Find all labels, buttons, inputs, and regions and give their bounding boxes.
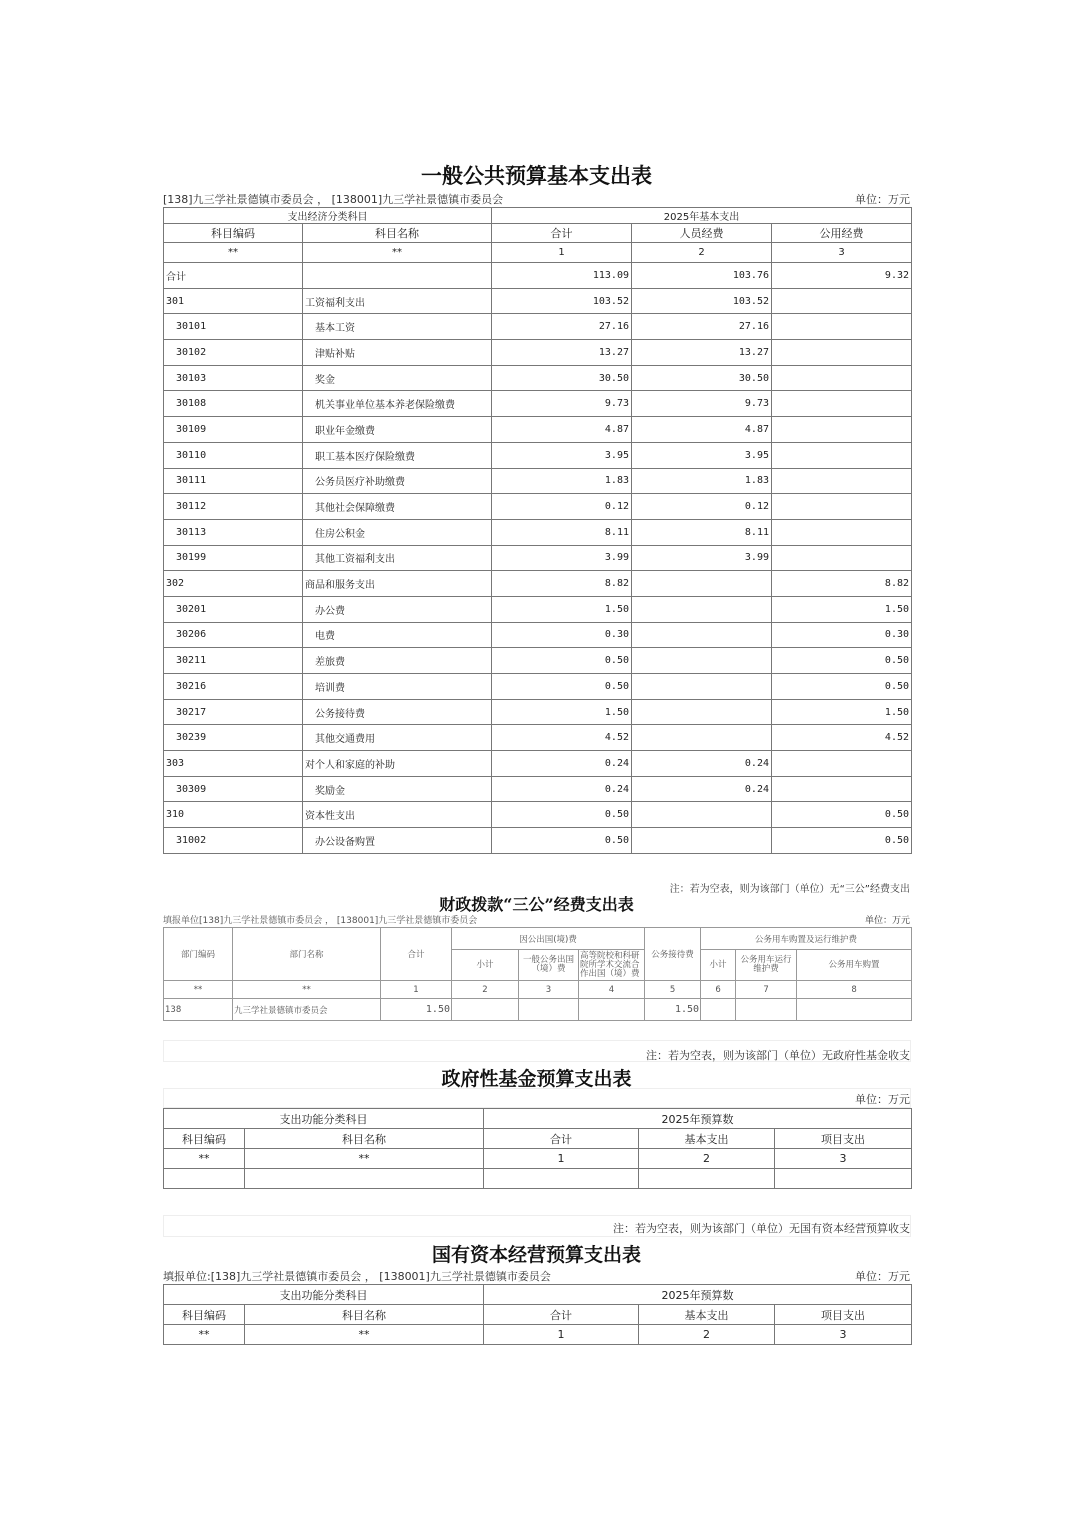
table3-index-row (164, 1149, 912, 1169)
col-header-name: 科目名称 (245, 1305, 484, 1325)
index-cell: ** (303, 243, 492, 263)
empty-cell (164, 1169, 245, 1189)
col-header-code: 科目编码 (164, 1129, 245, 1149)
total-cell: 0.50 (492, 828, 632, 854)
account-name-cell: 资本性支出 (303, 802, 492, 828)
personnel-cell (632, 648, 772, 674)
index-cell: 6 (701, 981, 736, 999)
personnel-cell: 30.50 (632, 365, 772, 391)
total-cell: 30.50 (492, 365, 632, 391)
public-cell (772, 288, 912, 314)
account-name-cell: 其他社会保障缴费 (303, 494, 492, 520)
group-header-vehicle: 公务用车购置及运行维护费 (701, 928, 912, 950)
index-cell: ** (245, 1325, 484, 1345)
account-code-cell: 30211 (164, 648, 303, 674)
account-name-cell: 职工基本医疗保险缴费 (303, 442, 492, 468)
account-code-cell: 30216 (164, 674, 303, 700)
vehicle-operation-cell (736, 999, 797, 1021)
account-name-cell: 商品和服务支出 (303, 571, 492, 597)
table-row (164, 699, 912, 725)
personnel-cell (632, 571, 772, 597)
total-cell: 0.50 (492, 802, 632, 828)
table3-column-header-row (164, 1129, 912, 1149)
personnel-cell (632, 802, 772, 828)
table-row (164, 725, 912, 751)
table-row (164, 365, 912, 391)
public-cell (772, 545, 912, 571)
personnel-cell: 3.99 (632, 545, 772, 571)
table3-unit-row-border (163, 1088, 911, 1108)
abroad-subtotal-cell (452, 999, 519, 1021)
index-cell: 3 (519, 981, 579, 999)
group-header-economic-class: 支出经济分类科目 (164, 208, 492, 224)
account-name-cell: 基本工资 (303, 314, 492, 340)
col-header-total: 合计 (381, 928, 452, 981)
col-header-name: 科目名称 (303, 224, 492, 243)
general-budget-basic-expenditure-table (163, 207, 912, 854)
total-cell: 8.11 (492, 519, 632, 545)
public-cell (772, 314, 912, 340)
index-cell: 7 (736, 981, 797, 999)
table-row (164, 571, 912, 597)
total-cell: 103.52 (492, 288, 632, 314)
account-code-cell: 30101 (164, 314, 303, 340)
col-header-dept-code: 部门编码 (164, 928, 233, 981)
personnel-cell: 0.24 (632, 776, 772, 802)
vehicle-subtotal-cell (701, 999, 736, 1021)
col-header-basic: 基本支出 (639, 1305, 775, 1325)
col-header-vehicle-operation: 公务用车运行维护费 (736, 950, 797, 981)
table2-header-row-1 (164, 928, 912, 950)
col-header-project: 项目支出 (775, 1305, 912, 1325)
public-cell: 0.50 (772, 648, 912, 674)
personnel-cell: 1.83 (632, 468, 772, 494)
abroad-academic-cell (579, 999, 645, 1021)
public-cell (772, 417, 912, 443)
public-cell: 0.50 (772, 828, 912, 854)
account-name-cell: 差旅费 (303, 648, 492, 674)
account-code-cell: 30217 (164, 699, 303, 725)
table-row (164, 802, 912, 828)
total-cell: 4.52 (492, 725, 632, 751)
table-row (164, 314, 912, 340)
account-code-cell: 30103 (164, 365, 303, 391)
account-name-cell: 津贴补贴 (303, 340, 492, 366)
col-header-basic: 基本支出 (639, 1129, 775, 1149)
total-cell: 1.50 (381, 999, 452, 1021)
col-header-dept-name: 部门名称 (233, 928, 381, 981)
account-name-cell: 公务员医疗补助缴费 (303, 468, 492, 494)
account-name-cell: 住房公积金 (303, 519, 492, 545)
total-cell: 4.87 (492, 417, 632, 443)
account-name-cell: 奖励金 (303, 776, 492, 802)
dept-code-cell: 138 (164, 999, 233, 1021)
total-cell: 0.24 (492, 776, 632, 802)
table3-unit: 单位：万元 (855, 1093, 910, 1106)
personnel-cell: 0.12 (632, 494, 772, 520)
col-header-project: 项目支出 (775, 1129, 912, 1149)
account-code-cell: 301 (164, 288, 303, 314)
table-row (164, 391, 912, 417)
index-cell: ** (164, 1325, 245, 1345)
index-cell: 2 (639, 1325, 775, 1345)
empty-cell (245, 1169, 484, 1189)
account-code-cell: 30309 (164, 776, 303, 802)
table-row (164, 776, 912, 802)
account-name-cell: 奖金 (303, 365, 492, 391)
table4-column-header-row (164, 1305, 912, 1325)
account-name-cell: 机关事业单位基本养老保险缴费 (303, 391, 492, 417)
col-header-vehicle-purchase: 公务用车购置 (797, 950, 912, 981)
public-cell: 0.50 (772, 802, 912, 828)
account-code-cell: 302 (164, 571, 303, 597)
dept-name-cell: 九三学社景德镇市委员会 (233, 999, 381, 1021)
table2-unit: 单位：万元 (864, 916, 910, 926)
table4-group-header-row (164, 1285, 912, 1305)
personnel-cell: 27.16 (632, 314, 772, 340)
index-cell: 5 (645, 981, 701, 999)
table-row (164, 340, 912, 366)
personnel-cell (632, 596, 772, 622)
col-header-abroad-academic: 高等院校和科研院所学术交流合作出国（境）费 (579, 950, 645, 981)
personnel-cell: 8.11 (632, 519, 772, 545)
abroad-general-cell (519, 999, 579, 1021)
personnel-cell: 9.73 (632, 391, 772, 417)
public-cell (772, 442, 912, 468)
account-code-cell: 30113 (164, 519, 303, 545)
table-row (164, 751, 912, 777)
total-cell: 3.99 (492, 545, 632, 571)
account-code-cell: 303 (164, 751, 303, 777)
table-row-empty (164, 1169, 912, 1189)
total-cell: 9.73 (492, 391, 632, 417)
table3-group-header-row (164, 1109, 912, 1129)
total-cell: 113.09 (492, 263, 632, 289)
table-row (164, 622, 912, 648)
table-row (164, 417, 912, 443)
public-cell: 8.82 (772, 571, 912, 597)
total-cell: 1.83 (492, 468, 632, 494)
table3-title: 政府性基金预算支出表 (441, 1068, 632, 1090)
index-cell: 1 (484, 1325, 639, 1345)
table2-unit-label: 填报单位[138]九三学社景德镇市委员会 ， [138001]九三学社景德镇市委员会 (163, 916, 478, 926)
table4-unit: 单位：万元 (855, 1270, 910, 1283)
col-header-abroad-general: 一般公务出国（境）费 (519, 950, 579, 981)
group-header-abroad: 因公出国(境)费 (452, 928, 645, 950)
table1-group-header-row (164, 208, 912, 224)
public-cell: 1.50 (772, 699, 912, 725)
personnel-cell: 103.52 (632, 288, 772, 314)
total-cell: 0.30 (492, 622, 632, 648)
public-cell (772, 365, 912, 391)
index-cell: 3 (775, 1149, 912, 1169)
index-cell: ** (164, 1149, 245, 1169)
total-cell: 0.50 (492, 648, 632, 674)
table-row (164, 442, 912, 468)
personnel-cell: 3.95 (632, 442, 772, 468)
account-code-cell: 30102 (164, 340, 303, 366)
total-cell: 1.50 (492, 699, 632, 725)
account-code-cell: 30109 (164, 417, 303, 443)
empty-cell (484, 1169, 639, 1189)
col-header-public: 公用经费 (772, 224, 912, 243)
index-cell: ** (245, 1149, 484, 1169)
account-code-cell: 30239 (164, 725, 303, 751)
public-cell: 9.32 (772, 263, 912, 289)
personnel-cell: 13.27 (632, 340, 772, 366)
table2-title: 财政拨款“三公”经费支出表 (439, 895, 634, 914)
group-header-function-class: 支出功能分类科目 (164, 1285, 484, 1305)
table-row (164, 674, 912, 700)
col-header-personnel: 人员经费 (632, 224, 772, 243)
total-cell: 1.50 (492, 596, 632, 622)
public-cell: 4.52 (772, 725, 912, 751)
table-row (164, 468, 912, 494)
col-header-total: 合计 (484, 1129, 639, 1149)
table4-note: 注：若为空表，则为该部门（单位）无国有资本经营预算收支 (613, 1222, 910, 1235)
group-header-2025-basic-expenditure: 2025年基本支出 (492, 208, 912, 224)
col-header-name: 科目名称 (245, 1129, 484, 1149)
account-code-cell: 31002 (164, 828, 303, 854)
account-code-cell: 30111 (164, 468, 303, 494)
personnel-cell (632, 622, 772, 648)
account-name-cell: 其他交通费用 (303, 725, 492, 751)
public-cell (772, 751, 912, 777)
col-header-abroad-subtotal: 小计 (452, 950, 519, 981)
table-row (164, 288, 912, 314)
group-header-2025-budget: 2025年预算数 (484, 1109, 912, 1129)
personnel-cell: 0.24 (632, 751, 772, 777)
total-cell: 3.95 (492, 442, 632, 468)
total-cell: 27.16 (492, 314, 632, 340)
index-cell: 3 (772, 243, 912, 263)
table1-unit-label: [138]九三学社景德镇市委员会 ， [138001]九三学社景德镇市委员会 (163, 193, 504, 206)
col-header-total: 合计 (484, 1305, 639, 1325)
index-cell: 4 (579, 981, 645, 999)
index-cell: 2 (632, 243, 772, 263)
government-fund-budget-table (163, 1108, 912, 1189)
total-cell: 13.27 (492, 340, 632, 366)
public-cell (772, 519, 912, 545)
state-capital-budget-table (163, 1284, 912, 1345)
account-code-cell: 30108 (164, 391, 303, 417)
table-row (164, 545, 912, 571)
personnel-cell (632, 699, 772, 725)
table2-note: 注：若为空表，则为该部门（单位）无“三公”经费支出 (669, 884, 910, 895)
account-code-cell: 30199 (164, 545, 303, 571)
account-name-cell: 培训费 (303, 674, 492, 700)
account-name-cell: 公务接待费 (303, 699, 492, 725)
account-name-cell: 其他工资福利支出 (303, 545, 492, 571)
account-code-cell: 30206 (164, 622, 303, 648)
table4-index-row (164, 1325, 912, 1345)
personnel-cell (632, 674, 772, 700)
group-header-function-class: 支出功能分类科目 (164, 1109, 484, 1129)
empty-cell (639, 1169, 775, 1189)
public-cell: 0.30 (772, 622, 912, 648)
account-code-cell: 30201 (164, 596, 303, 622)
public-cell (772, 468, 912, 494)
index-cell: 8 (797, 981, 912, 999)
index-cell: 1 (492, 243, 632, 263)
account-name-cell: 电费 (303, 622, 492, 648)
table-row (164, 999, 912, 1021)
index-cell: ** (164, 243, 303, 263)
col-header-code: 科目编码 (164, 224, 303, 243)
table-row (164, 596, 912, 622)
index-cell: 2 (452, 981, 519, 999)
account-name-cell: 对个人和家庭的补助 (303, 751, 492, 777)
table-row (164, 494, 912, 520)
table1-title: 一般公共预算基本支出表 (421, 163, 652, 188)
account-code-cell: 310 (164, 802, 303, 828)
public-cell (772, 776, 912, 802)
personnel-cell (632, 725, 772, 751)
public-cell (772, 494, 912, 520)
account-name-cell: 职业年金缴费 (303, 417, 492, 443)
total-cell: 0.50 (492, 674, 632, 700)
vehicle-purchase-cell (797, 999, 912, 1021)
table4-title: 国有资本经营预算支出表 (431, 1244, 641, 1266)
index-cell: ** (233, 981, 381, 999)
personnel-cell: 4.87 (632, 417, 772, 443)
account-name-cell: 工资福利支出 (303, 288, 492, 314)
table-row (164, 648, 912, 674)
table1-unit: 单位：万元 (855, 193, 910, 206)
table4-unit-label: 填报单位:[138]九三学社景德镇市委员会 ， [138001]九三学社景德镇市委员会 (163, 1270, 551, 1283)
public-cell (772, 340, 912, 366)
table1-column-header-row (164, 224, 912, 243)
index-cell: 1 (484, 1149, 639, 1169)
three-public-expenses-table (163, 927, 912, 1021)
index-cell: 3 (775, 1325, 912, 1345)
col-header-reception: 公务接待费 (645, 928, 701, 981)
account-name-cell: 办公费 (303, 596, 492, 622)
total-cell: 0.24 (492, 751, 632, 777)
index-cell: 2 (639, 1149, 775, 1169)
group-header-2025-budget: 2025年预算数 (484, 1285, 912, 1305)
table1-index-row (164, 243, 912, 263)
table-row (164, 263, 912, 289)
total-cell: 8.82 (492, 571, 632, 597)
col-header-vehicle-subtotal: 小计 (701, 950, 736, 981)
account-code-cell: 30112 (164, 494, 303, 520)
index-cell: 1 (381, 981, 452, 999)
personnel-cell: 103.76 (632, 263, 772, 289)
personnel-cell (632, 828, 772, 854)
col-header-total: 合计 (492, 224, 632, 243)
table2-index-row (164, 981, 912, 999)
empty-cell (775, 1169, 912, 1189)
table-row (164, 828, 912, 854)
reception-cell: 1.50 (645, 999, 701, 1021)
total-cell: 0.12 (492, 494, 632, 520)
index-cell: ** (164, 981, 233, 999)
account-name-cell (303, 263, 492, 289)
account-code-cell: 30110 (164, 442, 303, 468)
col-header-code: 科目编码 (164, 1305, 245, 1325)
public-cell: 1.50 (772, 596, 912, 622)
public-cell (772, 391, 912, 417)
account-code-cell: 合计 (164, 263, 303, 289)
public-cell: 0.50 (772, 674, 912, 700)
table3-note: 注：若为空表，则为该部门（单位）无政府性基金收支 (646, 1049, 910, 1062)
table-row (164, 519, 912, 545)
account-name-cell: 办公设备购置 (303, 828, 492, 854)
